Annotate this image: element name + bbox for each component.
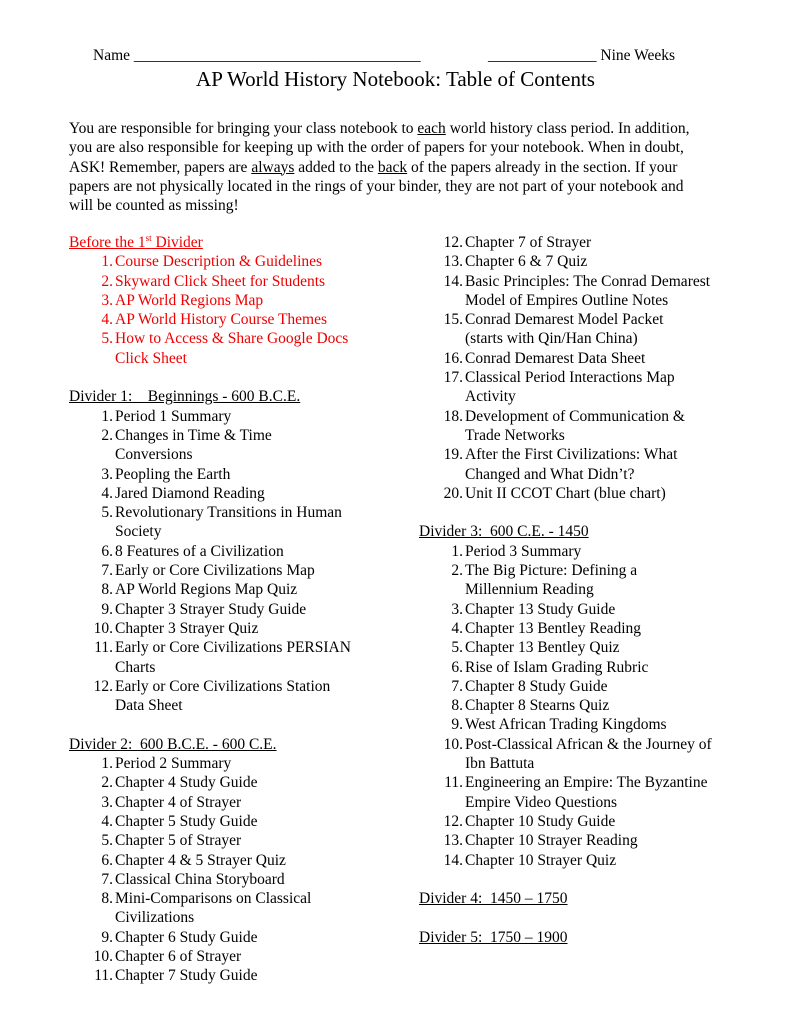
list-item: 1. Period 1 Summary (101, 407, 232, 425)
list-item: 4. Jared Diamond Reading (101, 484, 265, 502)
section-title-divider-3: Divider 3: 600 C.E. - 1450 (419, 523, 589, 541)
section-title-divider-5: Divider 5: 1750 – 1900 (419, 928, 568, 946)
list-item: 16. Conrad Demarest Data Sheet (443, 349, 646, 367)
list-item: 1. Period 2 Summary (101, 755, 232, 773)
list-item: 12. Chapter 7 of Strayer (443, 234, 592, 251)
list-before-divider (69, 252, 409, 368)
list-item: 8. Mini-Comparisons on Classical Civilizations (101, 890, 312, 927)
list-item: 13. Chapter 6 & 7 Quiz (443, 253, 588, 271)
list-divider-3 (419, 542, 729, 870)
page-title: AP World History Notebook: Table of Contents (196, 67, 595, 91)
list-item: 7. Early or Core Civilizations Map (101, 562, 315, 580)
list-item: 8. Chapter 8 Stearns Quiz (451, 697, 610, 715)
list-item: 7. Chapter 8 Study Guide (451, 677, 608, 695)
list-item: 4. Chapter 5 Study Guide (101, 812, 258, 830)
list-item: 5. Chapter 13 Bentley Quiz (451, 639, 620, 657)
list-item: 13. Chapter 10 Strayer Reading (443, 832, 638, 850)
list-item: 19. After the First Civilizations: What Changed and What Didn’t? (443, 446, 678, 483)
list-item: 14. Chapter 10 Strayer Quiz (443, 851, 617, 869)
name-line: _____________________________________ (133, 47, 421, 64)
left-column (69, 233, 409, 986)
section-title-divider-2: Divider 2: 600 B.C.E. - 600 C.E. (69, 735, 277, 753)
intro-paragraph: You are responsible for bringing your class notebook to each world history class period. In addition, you are also responsible for keeping up with the order of papers for your notebook. When in doubt, ASK! Remember, papers are always added to the back of the papers already in the section. If your papers are not physically located in the rings of your binder, they are not part of your notebook and will be counted as missing! (69, 120, 690, 215)
list-item: 5. Chapter 5 of Strayer (101, 832, 242, 850)
list-divider-1 (69, 407, 409, 716)
list-item: 1. Course Description & Guidelines (101, 253, 323, 271)
list-item: 10. Chapter 6 of Strayer (93, 947, 242, 965)
list-item: 4. AP World History Course Themes (101, 311, 328, 329)
list-item: 20. Unit II CCOT Chart (blue chart) (443, 484, 666, 502)
section-title-divider-1: Divider 1: Beginnings - 600 B.C.E. (69, 388, 301, 406)
nine-weeks-line: ______________ (488, 47, 597, 64)
list-item: 4. Chapter 13 Bentley Reading (451, 619, 642, 637)
list-item: 6. Rise of Islam Grading Rubric (451, 658, 649, 676)
list-item: 11. Early or Core Civilizations PERSIAN Charts (94, 639, 351, 676)
list-item: 3. AP World Regions Map (101, 291, 264, 309)
list-item: 11. Engineering an Empire: The Byzantine Empire Video Questions (444, 774, 708, 811)
list-item: 3. Peopling the Earth (101, 465, 231, 483)
list-item: 2. Skyward Click Sheet for Students (101, 272, 326, 290)
list-item: 5. How to Access & Share Google Docs Click Sheet (101, 330, 349, 367)
list-item: 7. Classical China Storyboard (101, 870, 285, 888)
list-item: 17. Classical Period Interactions Map Activity (443, 369, 675, 406)
list-item: 15. Conrad Demarest Model Packet (starts with Qin/Han China) (443, 311, 664, 348)
right-column (419, 233, 729, 947)
list-item: 6. Chapter 4 & 5 Strayer Quiz (101, 851, 286, 869)
list-item: 3. Chapter 13 Study Guide (451, 600, 616, 618)
list-item: 10. Chapter 3 Strayer Quiz (93, 619, 259, 637)
nine-weeks-label: Nine Weeks (600, 47, 676, 64)
list-item: 6. 8 Features of a Civilization (101, 542, 284, 560)
list-item: 11. Chapter 7 Study Guide (94, 967, 258, 985)
list-item: 10. Post-Classical African & the Journey of Ibn Battuta (443, 735, 712, 773)
nine-weeks-field[interactable] (488, 47, 675, 65)
list-item: 3. Chapter 4 of Strayer (101, 793, 242, 811)
section-title-before-divider: Before the 1st Divider (69, 232, 203, 251)
list-item: 12. Chapter 10 Study Guide (443, 812, 616, 830)
list-item: 12. Early or Core Civilizations Station Data Sheet (93, 677, 331, 715)
list-item: 18. Development of Communication & Trade Networks (443, 407, 685, 444)
list-item: 2. Chapter 4 Study Guide (101, 774, 258, 792)
list-item: 9. Chapter 6 Study Guide (101, 928, 258, 946)
list-item: 8. AP World Regions Map Quiz (101, 581, 298, 599)
list-item: 14. Basic Principles: The Conrad Demarest Model of Empires Outline Notes (443, 272, 711, 309)
list-item: 9. Chapter 3 Strayer Study Guide (101, 600, 307, 618)
list-item: 5. Revolutionary Transitions in Human Society (101, 504, 342, 541)
emphasis-back: back (377, 158, 408, 176)
list-item: 9. West African Trading Kingdoms (451, 716, 667, 734)
section-title-divider-4: Divider 4: 1450 – 1750 (419, 890, 568, 908)
list-item: 2. Changes in Time & Time Conversions (101, 426, 272, 464)
list-divider-2-part-2 (419, 233, 729, 503)
emphasis-always: always (251, 158, 295, 176)
list-item: 2. The Big Picture: Defining a Millennium Reading (451, 562, 638, 599)
emphasis-each: each (417, 120, 446, 137)
name-label: Name (93, 47, 131, 64)
name-field[interactable] (93, 47, 421, 65)
list-item: 1. Period 3 Summary (451, 542, 582, 560)
list-divider-2-part-1 (69, 754, 409, 986)
